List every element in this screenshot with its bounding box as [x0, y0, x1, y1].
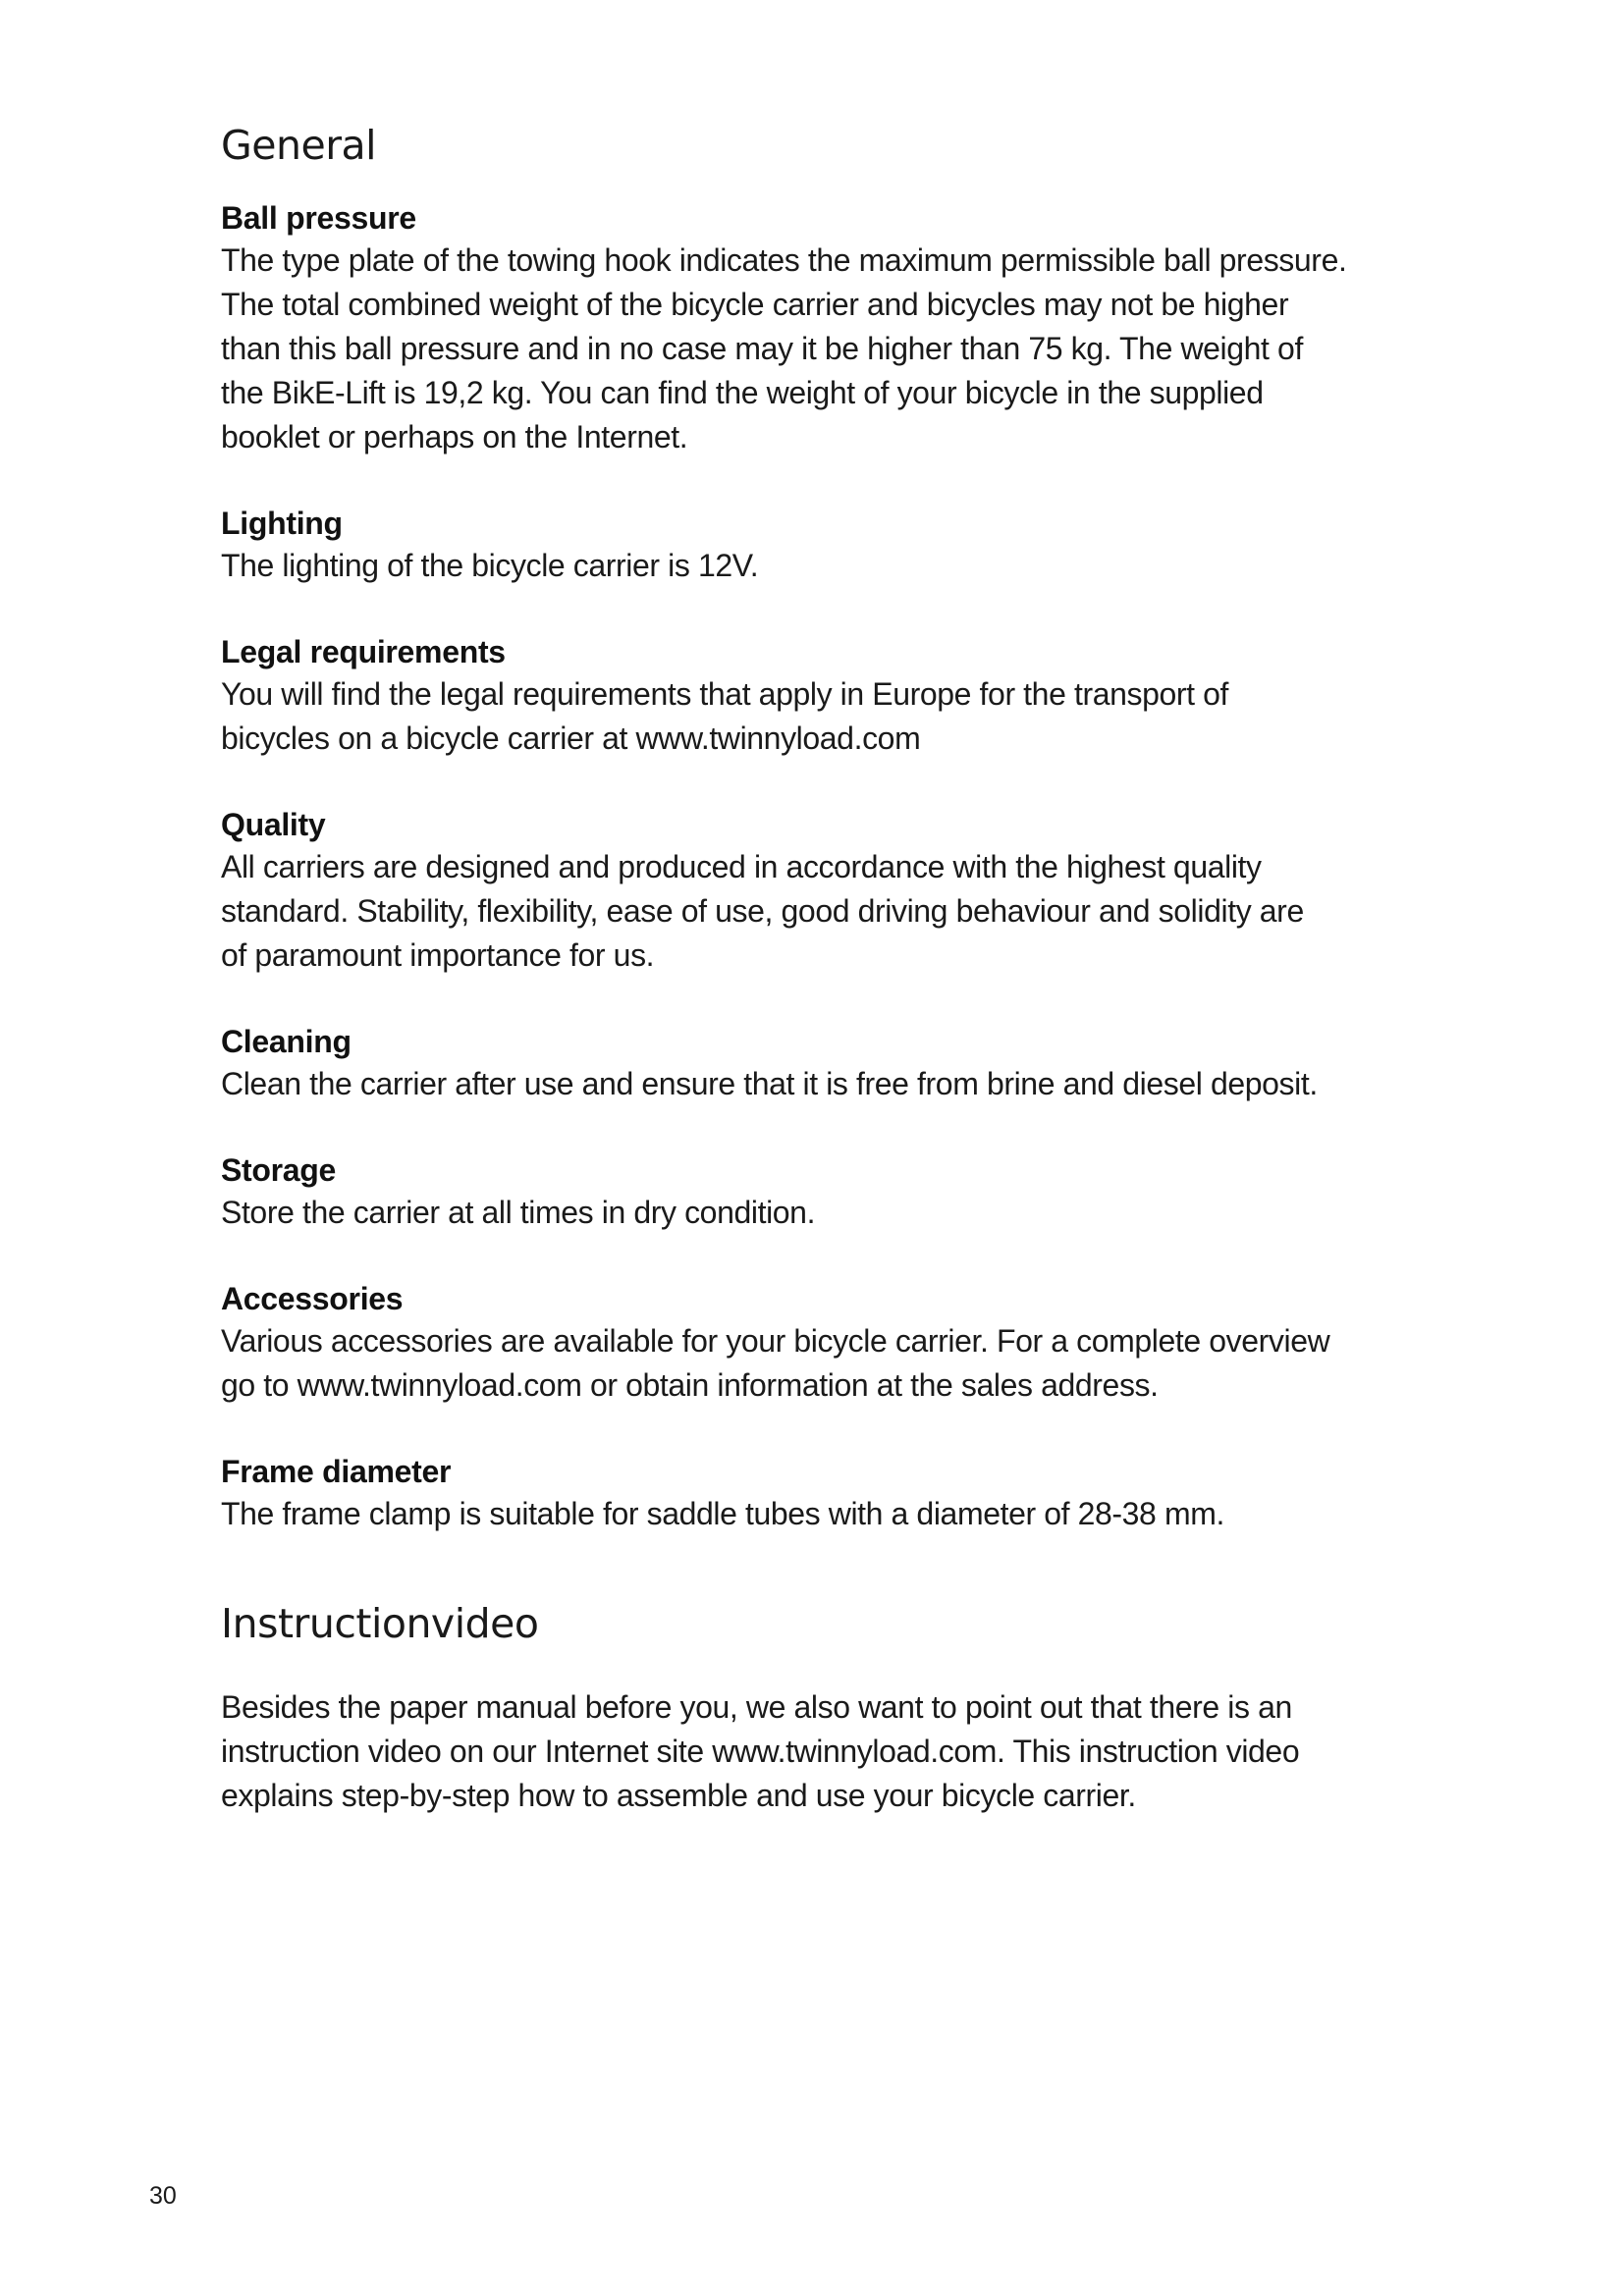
- ball-pressure-text: The type plate of the towing hook indicates the maximum permissible ball pressure. The total combined weight of the bicycle carrier and bicycles may not be higher than this ball pressure and in no case may it be higher than 75 kg. The weight of the BikE-Lift is 19,2 kg. You can find the weight of your bicycle in the supplied booklet or perhaps on the Internet.: [221, 242, 1347, 454]
- lighting-text: The lighting of the bicycle carrier is 12V.: [221, 548, 759, 583]
- cleaning-heading: Cleaning: [221, 1024, 352, 1059]
- frame-diameter-heading: Frame diameter: [221, 1454, 452, 1489]
- accessories-text: Various accessories are available for your bicycle carrier. For a complete overview go to www.twinnyload.com or obtain information at the sales address.: [221, 1323, 1330, 1403]
- cleaning-text: Clean the carrier after use and ensure that it is free from brine and diesel deposit.: [221, 1066, 1318, 1101]
- storage-text: Store the carrier at all times in dry condition.: [221, 1195, 816, 1230]
- storage-heading: Storage: [221, 1152, 337, 1188]
- quality-section: [221, 804, 1438, 978]
- cleaning-section: [221, 1021, 1438, 1106]
- legal-requirements-section: [221, 631, 1438, 761]
- instruction-video-title: Instructionvideo: [221, 1600, 539, 1647]
- quality-text: All carriers are designed and produced in accordance with the highest quality standard. Stability, flexibility, ease of use, good driving behaviour and solidity are of paramount importance for us.: [221, 849, 1304, 973]
- accessories-heading: Accessories: [221, 1281, 404, 1316]
- legal-requirements-heading: Legal requirements: [221, 634, 506, 669]
- legal-requirements-text: You will find the legal requirements that apply in Europe for the transport of bicycles on a bicycle carrier at www.twinnyload.com: [221, 676, 1229, 756]
- page-number: 30: [149, 2182, 177, 2210]
- page-content: [221, 116, 1438, 1818]
- instruction-video-text: Besides the paper manual before you, we also want to point out that there is an instruction video on our Internet site www.twinnyload.com. This instruction video explains step-by-step how to assemble and use your bicycle carrier.: [221, 1689, 1300, 1813]
- ball-pressure-section: [221, 197, 1438, 459]
- ball-pressure-heading: Ball pressure: [221, 200, 416, 236]
- accessories-section: [221, 1278, 1438, 1408]
- lighting-section: [221, 503, 1438, 588]
- frame-diameter-section: [221, 1451, 1438, 1536]
- storage-section: [221, 1149, 1438, 1235]
- frame-diameter-text: The frame clamp is suitable for saddle tubes with a diameter of 28-38 mm.: [221, 1496, 1224, 1531]
- lighting-heading: Lighting: [221, 506, 343, 541]
- general-title: General: [221, 122, 377, 169]
- quality-heading: Quality: [221, 807, 326, 842]
